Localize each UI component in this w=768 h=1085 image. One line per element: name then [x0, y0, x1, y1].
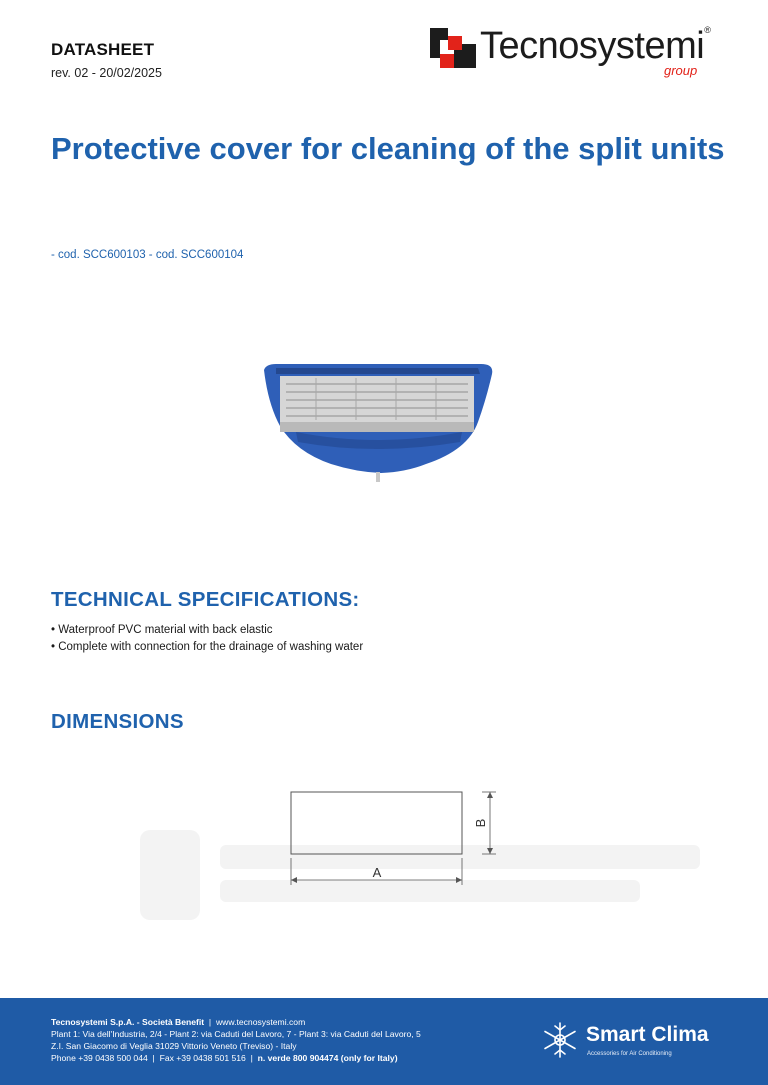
- dimensions-diagram: [280, 785, 500, 890]
- footer-fax: Fax +39 0438 501 516: [159, 1053, 246, 1063]
- product-photo: [256, 360, 496, 490]
- footer-address-line-1: Plant 1: Via dell'Industria, 2/4 - Plant 2: via Caduti del Lavoro, 7 - Plant 3: via Caduti del Lavoro, 5: [51, 1029, 421, 1039]
- spec-item: • Complete with connection for the drainage of washing water: [51, 639, 363, 656]
- footer-phone: Phone +39 0438 500 044: [51, 1053, 148, 1063]
- specs-list: [51, 622, 363, 656]
- footer-contact-block: Tecnosystemi S.p.A. - Società Benefit | www.tecnosystemi.com Plant 1: Via dell'Industria, 2/4 - Plant 2: via Caduti del Lavoro, 7 - Plant 3: via Caduti del Lavoro, 5 Z.I. San Giacomo di Veglia 31029 Vittorio Veneto (Treviso) - Italy Phone +39 0438 500 044 | Fax +39 0438 501 516 | n. verde 800 904474 (only for Italy): [51, 1017, 421, 1063]
- footer-company: Tecnosystemi S.p.A. - Società Benefit: [51, 1017, 205, 1027]
- footer-website[interactable]: www.tecnosystemi.com: [215, 1017, 306, 1027]
- brand-registered-mark: ®: [704, 25, 711, 35]
- product-codes: - cod. SCC600103 - cod. SCC600104: [51, 249, 244, 261]
- footer-address-line-2: Z.I. San Giacomo di Veglia 31029 Vittorio Veneto (Treviso) - Italy: [51, 1041, 297, 1051]
- document-type-label: DATASHEET: [51, 40, 155, 59]
- specs-heading: TECHNICAL SPECIFICATIONS:: [51, 588, 360, 611]
- dimension-a-label: A: [372, 865, 382, 880]
- dimension-b-label: B: [473, 818, 488, 828]
- brand-name: [480, 25, 710, 68]
- brand-name-text: Tecnosystemi: [480, 25, 705, 67]
- smart-clima-tagline: Accessories for Air Conditioning: [587, 1051, 672, 1057]
- dimensions-heading: DIMENSIONS: [51, 710, 184, 733]
- spec-item: • Waterproof PVC material with back elastic: [51, 622, 363, 639]
- brand-group-label: group: [664, 63, 698, 78]
- footer-toll-free: n. verde 800 904474 (only for Italy): [257, 1053, 398, 1063]
- smart-clima-snowflake-icon: [540, 1020, 580, 1060]
- page-title: Protective cover for cleaning of the split units: [51, 131, 725, 166]
- revision-date: rev. 02 - 20/02/2025: [51, 66, 162, 80]
- smart-clima-name: Smart Clima: [586, 1023, 709, 1046]
- page-footer: [0, 998, 768, 1085]
- tecnosystemi-mark-icon: [430, 28, 476, 68]
